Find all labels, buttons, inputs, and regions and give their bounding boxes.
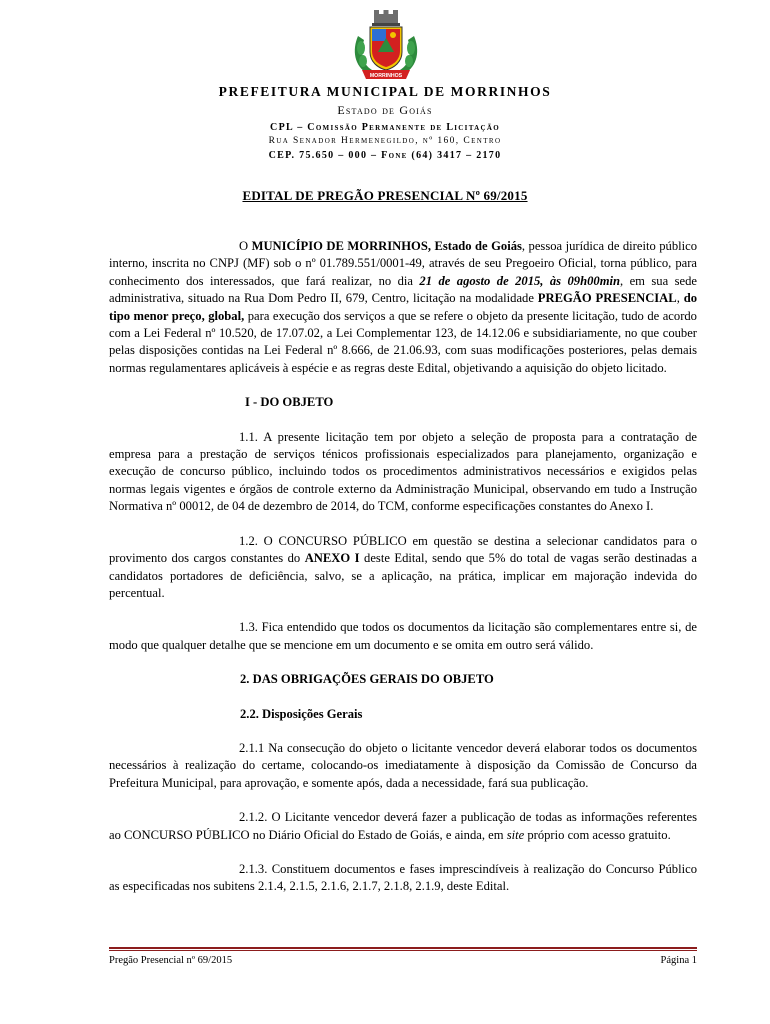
subsection-heading-general: 2.2. Disposições Gerais — [240, 706, 363, 721]
text: para execução dos serviços a que se refere o objeto da presente licitação, tudo de acordo com a Lei Federal nº 10.520, de 17.07.02, a Lei Complementar 123, de 14.12.06 e subsidiariamente, no que couber pelas disposições contidas na Lei Federal nº 8.666, de 21.06.93, com suas modificações posteriores, pelas demais normas regulamentares aplicáveis à espécie e as regras deste Edital, objetivando a aquisição do objeto licitado. — [109, 308, 697, 375]
clause-2-1-3: 2.1.3. Constituem documentos e fases imprescindíveis à realização do Concurso Público as especificadas nos subitens 2.1.4, 2.1.5, 2.1.6, 2.1.7, 2.1.8, 2.1.9, deste Edital. — [109, 861, 697, 894]
clause-1-1: 1.1. A presente licitação tem por objeto a seleção de proposta para a contratação de empresa para a prestação de serviços ténicos profissionais especializados para planejamento, organização e execução de concurso público, incluindo todos os procedimentos administrativos necessários e exigidos pelas normas legais vigentes e órgãos de controle externo da Administração Municipal, observando em tudo a Instrução Normativa nº 00012, de 04 de dezembro de 2014, do TCM, conforme especificações constantes do Anexo I. — [109, 429, 697, 514]
text: O — [239, 239, 252, 253]
clause-1-2 — [109, 533, 697, 603]
clause-1-3: 1.3. Fica entendido que todos os documentos da licitação são complementares entre si, de modo que qualquer detalhe que se mencione em um documento e se omita em outro será válido. — [109, 620, 697, 652]
footer-rule-thin — [109, 950, 697, 951]
municipality-name: MUNICÍPIO DE MORRINHOS, Estado de Goiás — [251, 239, 522, 253]
site-word: site — [506, 827, 525, 842]
header-commission: CPL – Comissão Permanente de Licitação — [270, 122, 500, 133]
footer-document-ref: Pregão Presencial nº 69/2015 — [109, 955, 233, 966]
footer-page-number: Página 1 — [660, 955, 697, 966]
text: próprio com acesso gratuito. — [524, 827, 671, 842]
modality: PREGÃO PRESENCIAL — [537, 291, 677, 306]
header-state: Estado de Goiás — [337, 103, 433, 117]
document-title: EDITAL DE PREGÃO PRESENCIAL Nº 69/2015 — [242, 188, 528, 203]
text: , — [676, 291, 684, 306]
annex-reference: ANEXO I — [304, 551, 360, 566]
header-contact: CEP. 75.650 – 000 – Fone (64) 3417 – 2170 — [268, 150, 502, 161]
header-address: Rua Senador Hermenegildo, nº 160, Centro — [268, 136, 502, 146]
tender-type: do tipo menor preço, global, — [109, 291, 697, 323]
clause-2-1-2 — [109, 809, 697, 844]
text: 1.2. O CONCURSO PÚBLICO em questão se destina a selecionar candidatos para o provimento dos cargos constantes do — [109, 533, 697, 566]
header-municipality: PREFEITURA MUNICIPAL DE MORRINHOS — [218, 84, 552, 99]
session-date: 21 de agosto de 2015, às 09h00min — [419, 273, 620, 288]
footer-rule — [109, 947, 697, 949]
intro-paragraph — [109, 238, 697, 377]
text: deste Edital, sendo que 5% do total de vagas serão destinadas a candidatos portadores de deficiência, salvo, se a aplicação, na prática, implicar em majoração indevida do percentual. — [109, 551, 697, 600]
crest-banner-text: MORRINHOS — [369, 73, 403, 79]
clause-2-1-1: 2.1.1 Na consecução do objeto o licitante vencedor deverá elaborar todos os documentos necessários à realização do certame, colocando-os imediatamente à disposição da Comissão de Concurso da Prefeitura Municipal, para aprovação, e somente após, dada a necessidade, fará sua publicação. — [109, 740, 697, 790]
section-heading-obligations: 2. DAS OBRIGAÇÕES GERAIS DO OBJETO — [240, 672, 494, 687]
section-heading-object: I - DO OBJETO — [245, 395, 334, 410]
text: 2.1.2. O Licitante vencedor deverá fazer a publicação de todas as informações referentes ao CONCURSO PÚBLICO no Diário Oficial do Estado de Goiás, e ainda, em — [109, 810, 697, 842]
text: , em sua sede administrativa, situado na Rua Dom Pedro II, 679, Centro, licitação na modalidade — [109, 273, 697, 306]
document-body — [109, 238, 697, 896]
coat-of-arms-icon — [348, 8, 424, 86]
text: , pessoa jurídica de direito público interno, inscrita no CNPJ (MF) sob o nº 01.789.551/0001-49, através de seu Pregoeiro Oficial, torna público, para conhecimento dos interessados, que fará realizar, no dia — [109, 239, 698, 288]
